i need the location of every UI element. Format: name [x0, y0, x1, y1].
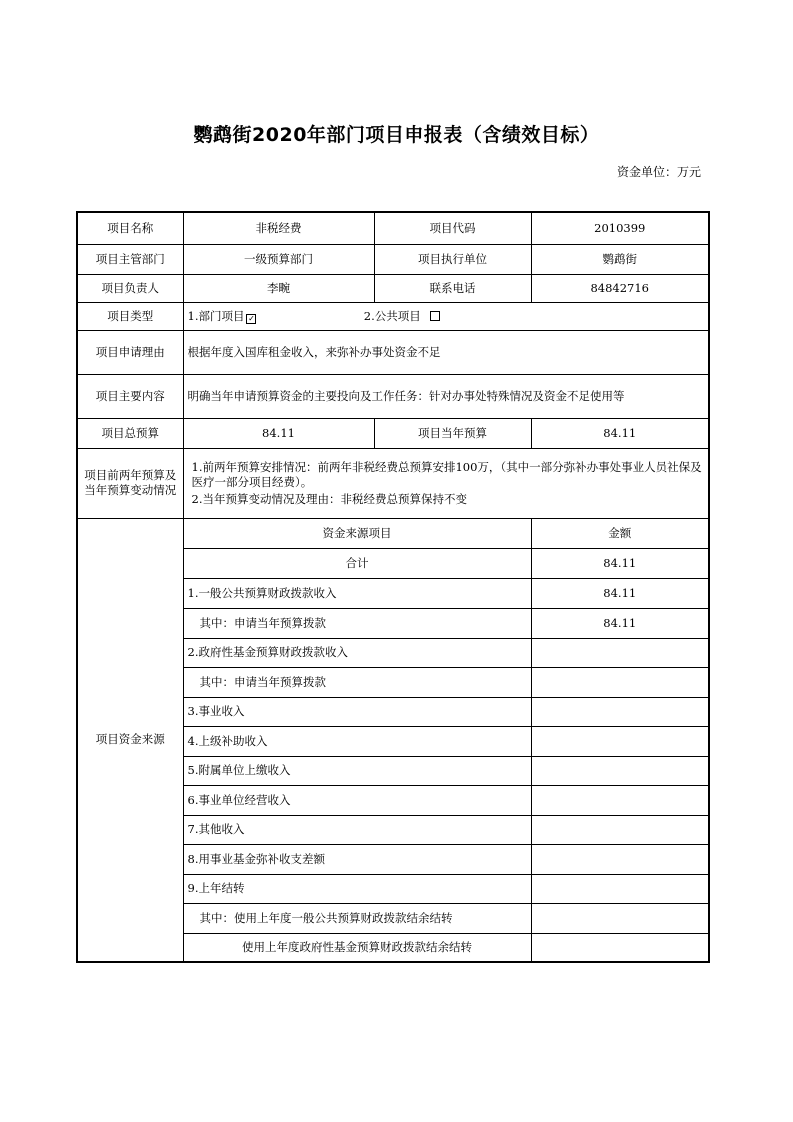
- type-option-dept: 1.部门项目: [187, 308, 245, 323]
- funding-item-amount: [531, 756, 709, 785]
- table-row: [77, 448, 709, 518]
- funding-item-amount: [531, 874, 709, 903]
- table-row: [77, 244, 709, 274]
- funding-item-name: 其中：使用上年度一般公共预算财政拨款结余结转: [183, 903, 531, 933]
- phone-value: 84842716: [531, 274, 709, 302]
- table-row: [77, 330, 709, 374]
- exec-unit-value: 鹦鹉街: [531, 244, 709, 274]
- funding-item-amount: [531, 697, 709, 726]
- phone-label: 联系电话: [374, 274, 531, 302]
- funding-item-amount: [531, 933, 709, 962]
- total-budget-label: 项目总预算: [77, 418, 183, 448]
- funding-item-name: 9.上年结转: [183, 874, 531, 903]
- table-row: [77, 274, 709, 302]
- content-value: 明确当年申请预算资金的主要投向及工作任务：针对办事处特殊情况及资金不足使用等: [183, 374, 709, 418]
- reason-value: 根据年度入国库租金收入，来弥补办事处资金不足: [183, 330, 709, 374]
- project-code-label: 项目代码: [374, 212, 531, 244]
- project-name-label: 项目名称: [77, 212, 183, 244]
- dept-value: 一级预算部门: [183, 244, 374, 274]
- funding-header-amount: 金额: [531, 518, 709, 548]
- funding-item-amount: 84.11: [531, 578, 709, 608]
- funding-item-amount: [531, 667, 709, 697]
- funding-item-name: 5.附属单位上缴收入: [183, 756, 531, 785]
- content-label: 项目主要内容: [77, 374, 183, 418]
- exec-unit-label: 项目执行单位: [374, 244, 531, 274]
- funding-label: 项目资金来源: [77, 518, 183, 962]
- funding-item-name: 8.用事业基金弥补收支差额: [183, 844, 531, 874]
- year-budget-label: 项目当年预算: [374, 418, 531, 448]
- project-name-value: 非税经费: [183, 212, 374, 244]
- change-line-1: 1.前两年预算安排情况：前两年非税经费总预算安排100万，（其中一部分弥补办事处事业人员社保及医疗一部分项目经费）。: [191, 459, 702, 489]
- funding-item-amount: 84.11: [531, 608, 709, 638]
- funding-item-amount: [531, 638, 709, 667]
- change-value: [183, 448, 709, 518]
- table-row: [77, 302, 709, 330]
- funding-item-name: 4.上级补助收入: [183, 726, 531, 756]
- reason-label: 项目申请理由: [77, 330, 183, 374]
- funding-item-amount: [531, 844, 709, 874]
- funding-item-name: 7.其他收入: [183, 815, 531, 844]
- change-label: 项目前两年预算及当年预算变动情况: [77, 448, 183, 518]
- funding-item-name: 1.一般公共预算财政拨款收入: [183, 578, 531, 608]
- funding-item-name: 3.事业收入: [183, 697, 531, 726]
- table-row: [77, 518, 709, 548]
- type-label: 项目类型: [77, 302, 183, 330]
- year-budget-value: 84.11: [531, 418, 709, 448]
- funding-item-amount: [531, 785, 709, 815]
- funding-item-name: 2.政府性基金预算财政拨款收入: [183, 638, 531, 667]
- funding-item-amount: 84.11: [531, 548, 709, 578]
- funding-item-name: 其中：申请当年预算拨款: [183, 608, 531, 638]
- funding-item-name: 合计: [183, 548, 531, 578]
- project-form-table: [76, 211, 710, 963]
- owner-label: 项目负责人: [77, 274, 183, 302]
- funding-item-amount: [531, 815, 709, 844]
- page-title: 鹦鹉街2020年部门项目申报表（含绩效目标）: [193, 124, 600, 146]
- type-option-public-checkbox[interactable]: [430, 311, 440, 321]
- funding-item-amount: [531, 903, 709, 933]
- funding-item-name: 使用上年度政府性基金预算财政拨款结余结转: [183, 933, 531, 962]
- project-code-value: 2010399: [531, 212, 709, 244]
- change-line-2: 2.当年预算变动情况及理由：非税经费总预算保持不变: [191, 491, 467, 506]
- funding-item-name: 其中：申请当年预算拨款: [183, 667, 531, 697]
- funding-header-source: 资金来源项目: [183, 518, 531, 548]
- funding-item-amount: [531, 726, 709, 756]
- table-row: [77, 374, 709, 418]
- type-option-public: 2.公共项目: [363, 308, 421, 323]
- type-option-dept-checkbox[interactable]: ✓: [248, 313, 255, 323]
- total-budget-value: 84.11: [183, 418, 374, 448]
- table-row: [77, 212, 709, 244]
- funding-item-name: 6.事业单位经营收入: [183, 785, 531, 815]
- owner-value: 李畹: [183, 274, 374, 302]
- table-row: [77, 418, 709, 448]
- unit-label: 资金单位：万元: [616, 165, 701, 179]
- type-options: [183, 302, 709, 330]
- dept-label: 项目主管部门: [77, 244, 183, 274]
